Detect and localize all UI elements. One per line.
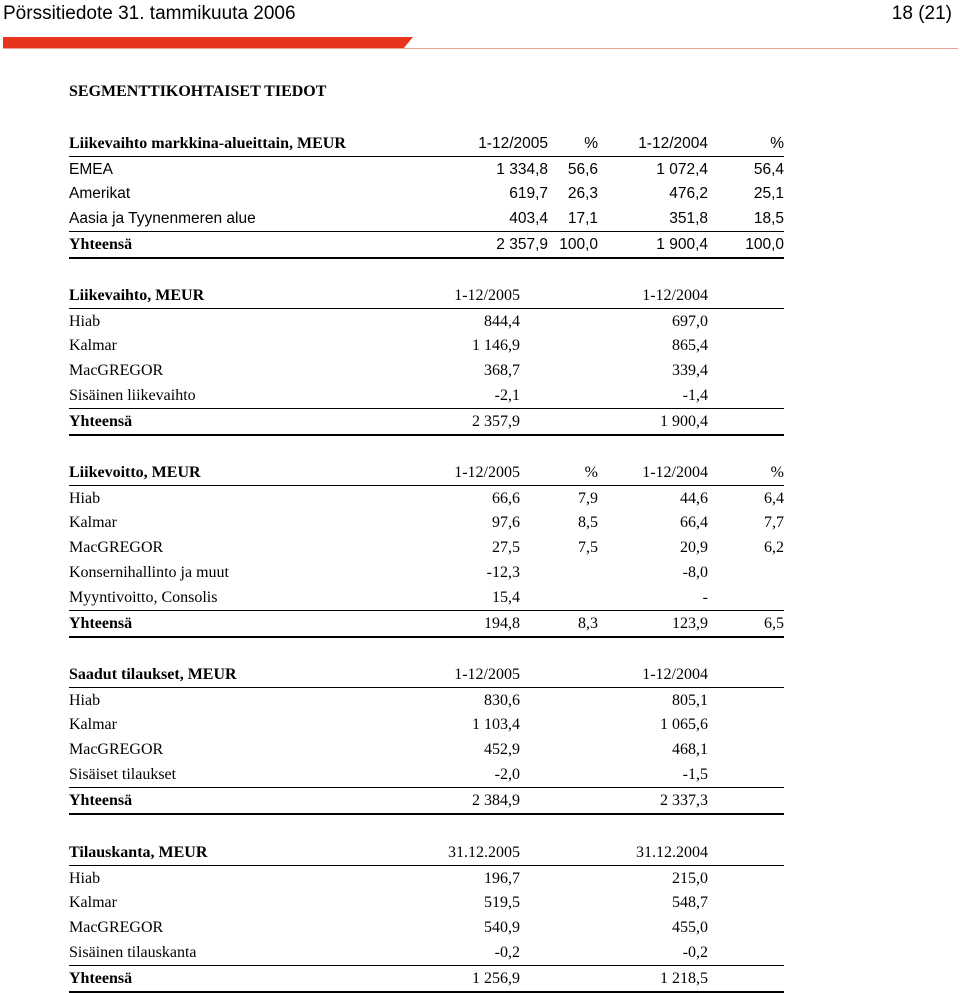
col-header-2004: 1-12/2004 <box>642 463 708 481</box>
table-header <box>69 662 784 688</box>
table-row <box>69 560 784 585</box>
row-label: Kalmar <box>69 337 117 355</box>
col-header-2005: 1-12/2005 <box>454 463 520 481</box>
cell-2004: 1 065,6 <box>660 716 708 734</box>
col-header-pct-2005: % <box>584 134 598 152</box>
page-header <box>0 2 960 36</box>
row-label: Amerikat <box>69 185 131 203</box>
table-row <box>69 585 784 610</box>
row-label: Kalmar <box>69 894 117 912</box>
table-heading: Tilauskanta, MEUR <box>69 843 208 861</box>
total-label: Yhteensä <box>69 412 133 430</box>
table-header <box>69 283 784 309</box>
table-row <box>69 737 784 762</box>
cell-2004: -8,0 <box>682 563 708 581</box>
row-label: Sisäiset tilaukset <box>69 765 177 783</box>
section-title: SEGMENTTIKOHTAISET TIEDOT <box>69 83 327 100</box>
total-label: Yhteensä <box>69 969 133 987</box>
row-label: Hiab <box>69 869 101 887</box>
row-label: EMEA <box>69 160 113 178</box>
cell-pct-2004: 6,4 <box>764 489 784 507</box>
col-header-pct-2004: % <box>770 134 784 152</box>
cell-2005: 196,7 <box>484 869 520 887</box>
total-2004: 1 218,5 <box>660 969 708 987</box>
table-row <box>69 535 784 560</box>
total-2005: 1 256,9 <box>472 969 520 987</box>
cell-pct-2004: 18,5 <box>753 210 784 228</box>
cell-2004: 339,4 <box>672 362 708 380</box>
cell-2005: -2,1 <box>494 386 520 404</box>
row-label: Aasia ja Tyynenmeren alue <box>69 210 256 228</box>
cell-2005: 403,4 <box>509 210 548 228</box>
cell-2004: -0,2 <box>682 943 708 961</box>
table-row <box>69 511 784 536</box>
header-accent-bar <box>3 37 958 49</box>
table-row <box>69 762 784 787</box>
cell-2005: 540,9 <box>484 919 520 937</box>
col-header-2005: 1-12/2005 <box>478 134 548 152</box>
cell-2004: 548,7 <box>672 894 708 912</box>
cell-2004: 66,4 <box>680 514 708 532</box>
table-row <box>69 358 784 383</box>
cell-2004: 44,6 <box>680 489 708 507</box>
col-header-2005: 31.12.2005 <box>448 843 520 861</box>
total-label: Yhteensä <box>69 791 133 809</box>
table-header <box>69 460 784 486</box>
table-heading: Liikevoitto, MEUR <box>69 463 201 481</box>
cell-2004: 468,1 <box>672 741 708 759</box>
table-row <box>69 182 784 207</box>
cell-pct-2004: 56,4 <box>753 160 784 178</box>
total-pct-2005: 100,0 <box>559 235 598 253</box>
total-pct-2005: 8,3 <box>578 614 598 632</box>
table-total-row <box>69 610 784 638</box>
row-label: Hiab <box>69 489 101 507</box>
table-row <box>69 486 784 511</box>
table-revenue-by-region <box>69 131 784 259</box>
row-label: Konsernihallinto ja muut <box>69 563 229 581</box>
accent-bar-solid <box>3 37 413 49</box>
total-2005: 2 357,9 <box>472 412 520 430</box>
table-row <box>69 915 784 940</box>
table-header <box>69 840 784 866</box>
cell-2004: 476,2 <box>669 185 708 203</box>
col-header-2004: 1-12/2004 <box>642 286 708 304</box>
cell-2005: 619,7 <box>509 185 548 203</box>
cell-2005: 519,5 <box>484 894 520 912</box>
cell-2005: 368,7 <box>484 362 520 380</box>
col-header-pct-2005: % <box>584 463 598 481</box>
cell-2004: 805,1 <box>672 691 708 709</box>
col-header-pct-2004: % <box>770 463 784 481</box>
table-row <box>69 383 784 408</box>
row-label: Myyntivoitto, Consolis <box>69 588 218 606</box>
total-pct-2004: 6,5 <box>764 614 784 632</box>
cell-2005: -0,2 <box>494 943 520 961</box>
row-label: MacGREGOR <box>69 919 164 937</box>
table-heading: Liikevaihto markkina-alueittain, MEUR <box>69 134 346 152</box>
table-total-row <box>69 965 784 993</box>
cell-2004: -1,4 <box>682 386 708 404</box>
cell-2004: 455,0 <box>672 919 708 937</box>
cell-2004: 1 072,4 <box>656 160 708 178</box>
cell-pct-2005: 7,9 <box>578 489 598 507</box>
cell-pct-2005: 8,5 <box>578 514 598 532</box>
col-header-2004: 1-12/2004 <box>642 665 708 683</box>
cell-2004: 351,8 <box>669 210 708 228</box>
row-label: Kalmar <box>69 514 117 532</box>
cell-2005: 844,4 <box>484 312 520 330</box>
table-row <box>69 157 784 182</box>
cell-pct-2004: 25,1 <box>753 185 784 203</box>
table-total-row <box>69 408 784 436</box>
row-label: MacGREGOR <box>69 741 164 759</box>
table-total-row <box>69 787 784 815</box>
row-label: Kalmar <box>69 716 117 734</box>
cell-2004: 20,9 <box>680 539 708 557</box>
table-heading: Liikevaihto, MEUR <box>69 286 205 304</box>
total-pct-2004: 100,0 <box>745 235 784 253</box>
total-2005: 2 384,9 <box>472 791 520 809</box>
cell-2005: 27,5 <box>492 539 520 557</box>
table-revenue-by-division <box>69 283 784 436</box>
table-row <box>69 206 784 231</box>
table-row <box>69 688 784 713</box>
cell-2005: -12,3 <box>486 563 520 581</box>
total-2005: 194,8 <box>484 614 520 632</box>
cell-2005: 1 103,4 <box>472 716 520 734</box>
cell-pct-2004: 6,2 <box>764 539 784 557</box>
row-label: Sisäinen liikevaihto <box>69 386 196 404</box>
cell-2005: 1 334,8 <box>496 160 548 178</box>
col-header-2004: 31.12.2004 <box>636 843 708 861</box>
table-total-row <box>69 231 784 259</box>
col-header-2004: 1-12/2004 <box>638 134 708 152</box>
table-row <box>69 940 784 965</box>
row-label: Hiab <box>69 691 101 709</box>
total-2004: 1 900,4 <box>656 235 708 253</box>
row-label: Hiab <box>69 312 101 330</box>
cell-2004: - <box>702 588 708 606</box>
cell-2005: 452,9 <box>484 741 520 759</box>
page-number: 18 (21) <box>891 3 952 24</box>
row-label: MacGREGOR <box>69 539 164 557</box>
table-row <box>69 866 784 891</box>
total-2004: 2 337,3 <box>660 791 708 809</box>
col-header-2005: 1-12/2005 <box>454 286 520 304</box>
table-row <box>69 713 784 738</box>
cell-2004: 215,0 <box>672 869 708 887</box>
row-label: MacGREGOR <box>69 362 164 380</box>
table-header <box>69 131 784 157</box>
cell-2005: 66,6 <box>492 489 520 507</box>
table-operating-profit <box>69 460 784 638</box>
total-label: Yhteensä <box>69 235 133 253</box>
table-row <box>69 891 784 916</box>
cell-pct-2004: 7,7 <box>764 514 784 532</box>
document-title: Pörssitiedote 31. tammikuuta 2006 <box>3 3 296 24</box>
cell-2004: 865,4 <box>672 337 708 355</box>
row-label: Sisäinen tilauskanta <box>69 943 197 961</box>
total-label: Yhteensä <box>69 614 133 632</box>
cell-pct-2005: 17,1 <box>567 210 598 228</box>
table-row <box>69 309 784 334</box>
table-order-book <box>69 840 784 993</box>
cell-2005: 830,6 <box>484 691 520 709</box>
cell-pct-2005: 7,5 <box>578 539 598 557</box>
cell-2005: 15,4 <box>492 588 520 606</box>
total-2004: 1 900,4 <box>660 412 708 430</box>
table-orders-received <box>69 662 784 815</box>
col-header-2005: 1-12/2005 <box>454 665 520 683</box>
total-2005: 2 357,9 <box>496 235 548 253</box>
cell-2004: 697,0 <box>672 312 708 330</box>
total-2004: 123,9 <box>672 614 708 632</box>
cell-2005: -2,0 <box>494 765 520 783</box>
cell-2004: -1,5 <box>682 765 708 783</box>
cell-2005: 1 146,9 <box>472 337 520 355</box>
table-heading: Saadut tilaukset, MEUR <box>69 665 237 683</box>
cell-pct-2005: 26,3 <box>567 185 598 203</box>
cell-2005: 97,6 <box>492 514 520 532</box>
table-row <box>69 334 784 359</box>
cell-pct-2005: 56,6 <box>567 160 598 178</box>
